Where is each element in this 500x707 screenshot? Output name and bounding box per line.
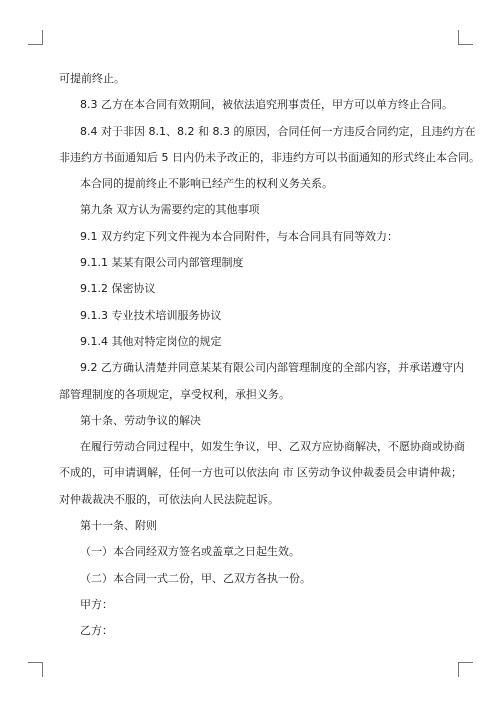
text-line: 可提前终止。 — [59, 72, 125, 85]
text-line: 9.2 乙方确认清楚并同意某某有限公司内部管理制度的全部内容，并承诺遵守内 — [80, 361, 464, 375]
text-line: 本合同的提前终止不影响已经产生的权利义务关系。 — [80, 177, 333, 191]
crop-mark-bottom-right — [458, 662, 473, 677]
section-heading: 第九条 双方认为需要约定的其他事项 — [80, 203, 260, 217]
list-item: 9.1.4 其他对特定岗位的规定 — [80, 334, 222, 348]
list-item: 9.1.3 专业技术培训服务协议 — [80, 308, 222, 322]
party-a-signature-label: 甲方： — [80, 597, 113, 611]
text-line: 非违约方书面通知后 5 日内仍未予改正的，非违约方可以书面通知的形式终止本合同。 — [59, 150, 480, 164]
section-heading: 第十一条、附则 — [80, 519, 157, 533]
text-line: 在履行劳动合同过程中，如发生争议，甲、乙双方应协商解决，不愿协商或协商 — [80, 440, 465, 454]
section-heading: 第十条、劳动争议的解决 — [80, 413, 201, 427]
document-body — [59, 66, 480, 645]
text-line: （二）本合同一式二份，甲、乙双方各执一份。 — [80, 571, 311, 585]
text-line: 9.1 双方约定下列文件视为本合同附件，与本合同具有同等效力： — [80, 229, 398, 243]
list-item: 9.1.1 某某有限公司内部管理制度 — [80, 256, 244, 270]
party-b-signature-label: 乙方： — [80, 624, 113, 638]
text-line: 8.4 对于非因 8.1、8.2 和 8.3 的原因，合同任何一方违反合同约定，且违约方在 — [80, 124, 476, 138]
list-item: 9.1.2 保密协议 — [80, 282, 156, 296]
text-line: 对仲裁裁决不服的，可依法向人民法院起诉。 — [59, 492, 279, 506]
text-line: （一）本合同经双方签名或盖章之日起生效。 — [80, 545, 300, 559]
crop-mark-bottom-left — [28, 662, 43, 677]
crop-mark-top-left — [28, 30, 43, 45]
text-line: 8.3 乙方在本合同有效期间，被依法追究刑事责任，甲方可以单方终止合同。 — [80, 98, 453, 112]
text-line: 不成的，可申请调解，任何一方也可以依法向 市 区劳动争议仲裁委员会申请仲裁； — [59, 466, 462, 480]
text-line: 部管理制度的各项规定，享受权利，承担义务。 — [59, 387, 290, 401]
crop-mark-top-right — [458, 30, 473, 45]
